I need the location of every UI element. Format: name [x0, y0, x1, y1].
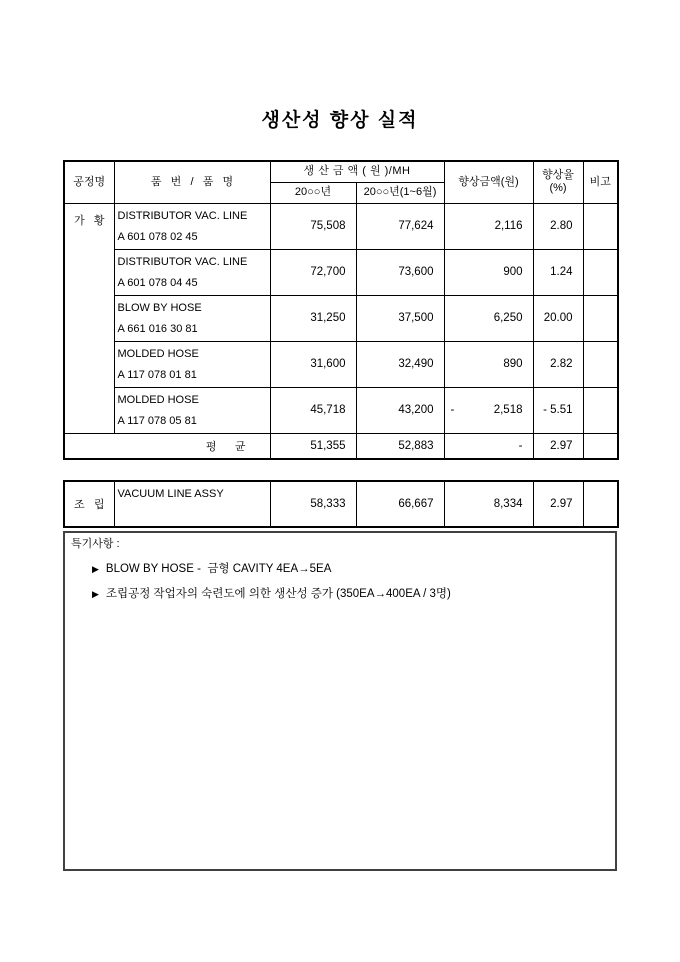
- header-year2: 20○○년(1~6월): [356, 182, 444, 203]
- triangle-bullet-icon: ▶: [92, 589, 99, 599]
- process-cell: 조 립: [64, 481, 114, 527]
- header-note: 비고: [583, 161, 618, 203]
- improve-amount-value: 8,334: [444, 481, 533, 527]
- part-cell: [114, 295, 270, 341]
- part-cell: [114, 203, 270, 249]
- year1-value: 58,333: [270, 481, 356, 527]
- note-text: BLOW BY HOSE - 금형 CAVITY 4EA→5EA: [105, 563, 332, 575]
- notes-label: 특기사항 :: [71, 538, 120, 550]
- year1-value: 75,508: [270, 203, 356, 249]
- year2-value: 37,500: [356, 295, 444, 341]
- header-year1: 20○○년: [270, 182, 356, 203]
- header-improve-rate-line2: (%): [549, 182, 567, 195]
- year1-value: 45,718: [270, 387, 356, 433]
- part-cell: [114, 481, 270, 527]
- header-row-1: [64, 161, 618, 182]
- part-cell: [114, 249, 270, 295]
- production-results-table: [63, 160, 619, 460]
- improve-amount-value: 6,250: [444, 295, 533, 341]
- header-improve-rate: [533, 161, 583, 203]
- average-improve: -: [444, 433, 533, 459]
- year2-value: 32,490: [356, 341, 444, 387]
- table-row: [64, 481, 618, 527]
- improve-rate-value: 2.80: [533, 203, 583, 249]
- part-number: A 601 078 02 45: [117, 230, 198, 243]
- header-part: 품 번 / 품 명: [114, 161, 270, 203]
- note-cell-empty: [583, 295, 618, 341]
- year1-value: 31,600: [270, 341, 356, 387]
- year1-value: 31,250: [270, 295, 356, 341]
- average-rate: 2.97: [533, 433, 583, 459]
- table-row: [64, 387, 618, 433]
- average-row: [64, 433, 618, 459]
- improve-amount-value: 900: [444, 249, 533, 295]
- header-process: 공정명: [64, 161, 114, 203]
- note-text: 조립공정 작업자의 숙련도에 의한 생산성 증가 (350EA→400EA / 3명): [105, 588, 451, 600]
- note-cell-empty: [583, 387, 618, 433]
- part-name: DISTRIBUTOR VAC. LINE: [117, 209, 248, 222]
- process-cell: 가 황: [64, 203, 114, 433]
- note-cell-empty: [583, 203, 618, 249]
- triangle-bullet-icon: ▶: [92, 564, 99, 574]
- header-improve-rate-line1: 향상율: [542, 169, 574, 182]
- part-name: BLOW BY HOSE: [117, 301, 202, 314]
- year2-value: 66,667: [356, 481, 444, 527]
- header-improve-amount: 향상금액(원): [444, 161, 533, 203]
- table-row: [64, 341, 618, 387]
- average-label: 평 균: [64, 433, 270, 459]
- improve-amount-value: 890: [444, 341, 533, 387]
- note-cell-empty: [583, 249, 618, 295]
- improve-rate-value: - 5.51: [533, 387, 583, 433]
- note-cell-empty: [583, 481, 618, 527]
- improve-rate-value: 1.24: [533, 249, 583, 295]
- note-item: [92, 587, 609, 601]
- part-name: VACUUM LINE ASSY: [117, 488, 224, 500]
- minus-sign: -: [450, 404, 455, 416]
- improve-rate-value: 2.97: [533, 481, 583, 527]
- improve-amount-value: 2,518: [493, 404, 523, 416]
- improve-amount-negative-cell: [444, 387, 533, 433]
- part-number: A 117 078 01 81: [117, 368, 197, 381]
- improve-rate-value: 20.00: [533, 295, 583, 341]
- average-year2: 52,883: [356, 433, 444, 459]
- negative-amount: [445, 388, 533, 432]
- improve-amount-value: 2,116: [444, 203, 533, 249]
- year2-value: 77,624: [356, 203, 444, 249]
- assembly-table: [63, 480, 619, 528]
- part-number: A 661 016 30 81: [117, 322, 198, 335]
- average-year1: 51,355: [270, 433, 356, 459]
- part-name: MOLDED HOSE: [117, 393, 199, 406]
- part-cell: [114, 387, 270, 433]
- note-cell-empty: [583, 433, 618, 459]
- special-notes-box: [63, 531, 617, 871]
- note-cell-empty: [583, 341, 618, 387]
- year2-value: 73,600: [356, 249, 444, 295]
- part-name: MOLDED HOSE: [117, 347, 199, 360]
- part-name: DISTRIBUTOR VAC. LINE: [117, 255, 248, 268]
- year1-value: 72,700: [270, 249, 356, 295]
- page-title: 생산성 향상 실적: [261, 110, 419, 131]
- header-amount-group: 생 산 금 액 ( 원 )/MH: [270, 161, 444, 182]
- table-row: [64, 249, 618, 295]
- table-row: [64, 203, 618, 249]
- note-item: [92, 562, 609, 576]
- part-cell: [114, 341, 270, 387]
- part-number: A 601 078 04 45: [117, 276, 198, 289]
- improve-rate-value: 2.82: [533, 341, 583, 387]
- year2-value: 43,200: [356, 387, 444, 433]
- table-row: [64, 295, 618, 341]
- part-number: A 117 078 05 81: [117, 414, 197, 427]
